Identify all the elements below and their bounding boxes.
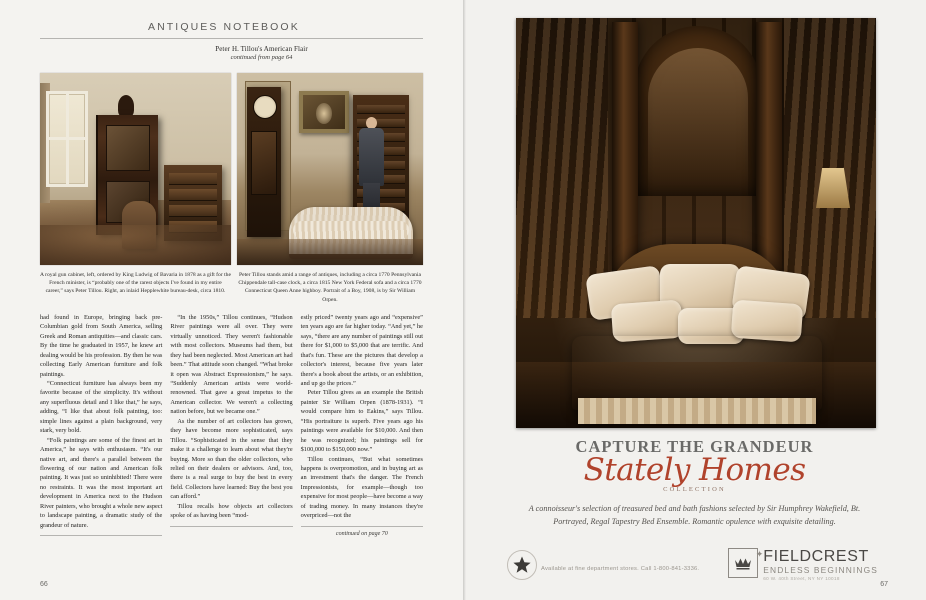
paragraph: estly priced” twenty years ago and “expensive” ten years ago are far higher today. “And yet,” he says, “there are any number of paintings still out there for $1,000 to $5,000 that are terrific. And that's fun. These are the pictures that develop a collector's interest, because five years later there's a book about the artists, or an exhibition, and up go the prices.” [300,313,423,387]
brand-address: 60 W. 40th Street, NY NY 10018 [763,576,840,582]
continued-from-note: continued from page 64 [230,53,293,61]
wheat-icon: ✦ [755,549,764,560]
brand-tagline: ENDLESS BEGINNINGS [763,565,878,576]
paragraph: Peter Tillou gives as an example the British painter Sir William Orpen (1878-1931). “I would compare him to Eakins,” says Tillou. “His portraiture is superb. Five years ago his paintings were available for $10,000. And then he was recognized; his paintings sell for $100,000 to $150,000 now.” [300,389,423,454]
ad-headline: CAPTURE THE GRANDEUR [575,437,814,456]
body-column-3 [301,313,423,537]
caption-row [40,271,423,304]
ad-photo-stately-homes-bedroom [516,18,876,428]
article-kicker [40,45,423,62]
photo-row [40,73,423,265]
ad-footer [463,538,926,586]
caption-left: A royal gun cabinet, left, ordered by King Ludwig of Bavaria in 1878 as a gift for the French minister, is “probably one of the rarest objects I've found in my entire career,” says Peter Tillou. Right, an inlaid Hepplewhite bureau-desk, circa 1810. [40,271,231,295]
availability-text: Available at fine department stores. Call 1-800-841-3336. [541,566,700,572]
column-footer-rule [170,526,292,527]
paragraph: As the number of art collectors has grown, they have become more sophisticated, says Tillou. “Sophisticated in the sense that they make it a challenge to learn about what they're buying. More so than the older collectors, who relied on their dealers or advisors. And, too, there is a real surge to buy the best in every field. Collectors have learned: Buy the best you can afford.” [170,417,293,501]
paragraph: Tillou continues, “But what sometimes happens is overpromotion, and in buying art as an investment that's the danger. The French Impressionists, for example—though too expensive for most people—have become a way of trading money. In many instances they're overpriced—not the [300,455,423,520]
header-divider [40,38,423,39]
ad-body-line-2: Portrayed, Regal Tapestry Bed Ensemble. Romantic opulence with exquisite detailing. [553,516,836,526]
section-header: ANTIQUES NOTEBOOK [148,21,300,33]
caption-right: Peter Tillou stands amid a range of antiques, including a circa 1770 Pennsylvania Chippendale tall-case clock, a circa 1815 New York Federal sofa and a circa 1770 Connecticut Queen Anne highboy. Portrait of a Boy, 1908, is by Sir William Orpen. [238,271,422,303]
ad-script-title: Stately Homes [583,452,806,488]
crown-icon [728,548,764,578]
right-page-advertisement [463,0,926,600]
article-title: Peter H. Tillou's American Flair [215,45,308,53]
paragraph: Tillou recalls how objects art collectors spoke of as having been “mod- [170,502,293,520]
photo-gun-cabinet-room [40,73,231,265]
ad-collection-label: COLLECTION [663,486,726,493]
body-column-1 [40,313,162,537]
page-number-left: 66 [40,581,48,588]
article-body [40,313,423,537]
ad-body-copy [518,503,871,528]
photo-tillou-with-antiques [237,73,423,265]
ad-body-line-1: A connoisseur's selection of treasured bed and bath fashions selected by Sir Humphrey Wakefield, Bt. [528,504,861,513]
column-footer-rule [301,526,423,527]
column-footer-rule [40,535,162,536]
paragraph: “In the 1950s,” Tillou continues, “Hudson River paintings were all over. They were virtually unnoticed. They weren't fashionable with most collectors. Museums had them, but they had been neglected. Most American art had been.” That attitude soon changed. “What broke it open was Abstract Expressionism,” he says. “Suddenly American artists were world-renowned. That gave a great impetus to the American collector. We weren't a collecting nation before, but we became one.” [170,313,293,416]
body-column-2 [170,313,292,537]
page-gutter-shadow [463,0,466,600]
star-seal-icon [507,550,537,580]
page-number-right: 67 [880,581,888,588]
paragraph: “Connecticut furniture has always been my favorite because of the simplicity. It's without any superfluous detail and I like that,” he says, adding, “I like that about folk painting, too: simple lines against a plain background, very stark, very bold. [40,380,163,435]
brand-name: FIELDCREST [763,548,869,566]
paragraph: “Folk paintings are some of the finest art in America,” he says with enthusiasm. “It's our native art, and there's a parallel between the flowering of our nation and American folk painting. It was just so uninhibited! There were no restraints. It was the most important art development in America next to the Hudson River painters, who brought a whole new aspect to landscape painting, a dramatic study of the grandeur of nature. [40,436,163,529]
paragraph: had found in Europe, bringing back pre-Columbian gold from South America, selling Greek and Roman antiquities—and classic cars. By the time he graduated in 1957, he knew art dealing would be his profession. By then he was collecting Early American furniture and folk paintings. [40,313,163,378]
fieldcrest-logo [728,548,878,582]
continued-on-note: continued on page 70 [335,530,388,537]
bed-ensemble [568,232,826,410]
